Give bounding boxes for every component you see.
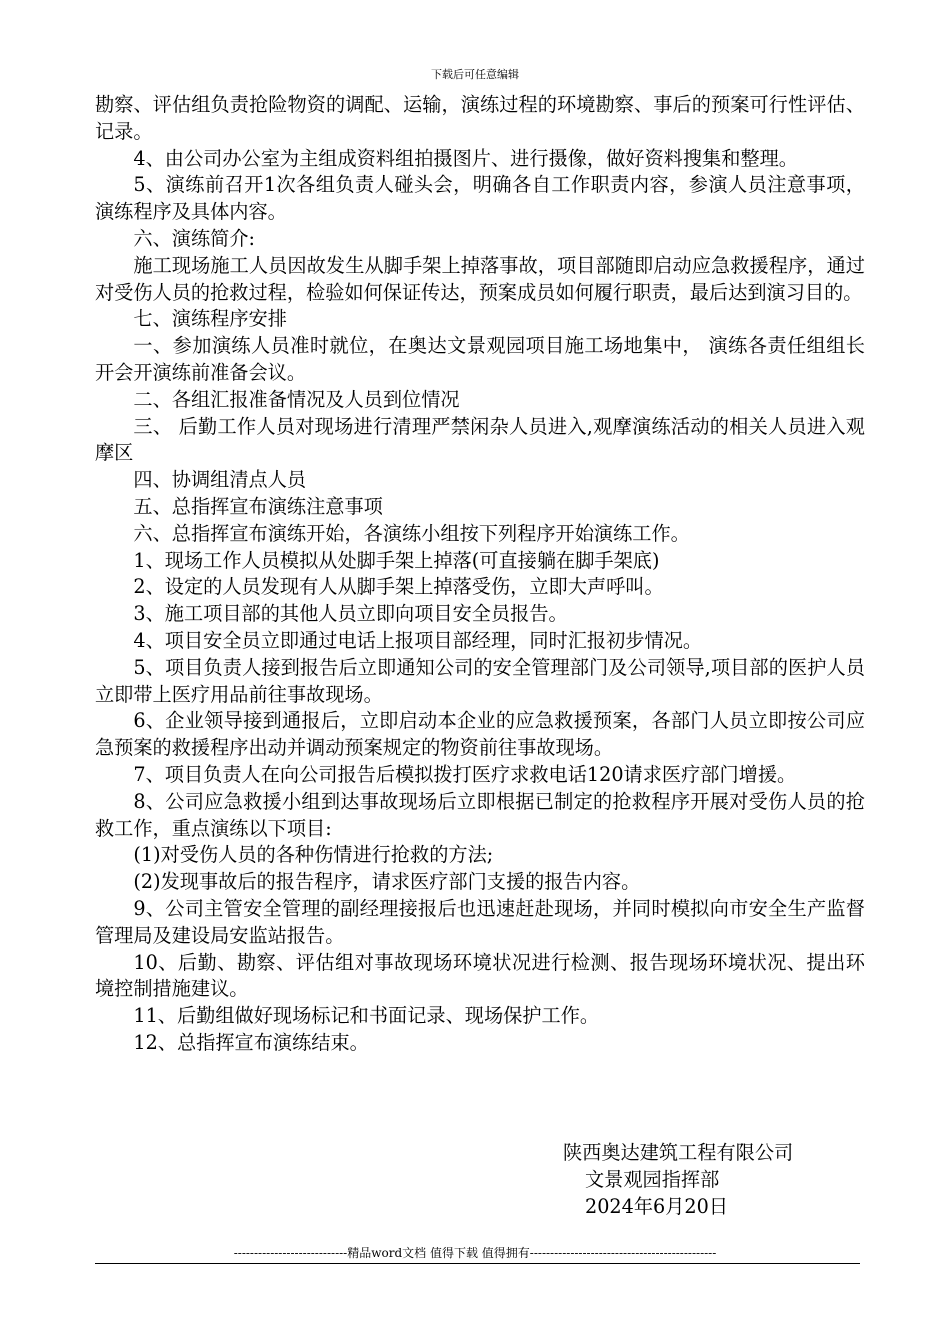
drill-item-5: 5、项目负责人接到报告后立即通知公司的安全管理部门及公司领导,项目部的医护人员立即带上医疗用品前往事故现场。 [95, 655, 865, 706]
section-heading-drill-procedure: 七、演练程序安排 [133, 307, 287, 331]
procedure-step-1: 一、参加演练人员准时就位，在奥达文景观园项目施工场地集中， 演练各责任组组长开会开演练前准备会议。 [95, 334, 865, 384]
drill-item-6: 6、企业领导接到通报后，立即启动本企业的应急救援预案，各部门人员立即按公司应急预案的救援程序出动并调动预案规定的物资前往事故现场。 [95, 709, 865, 760]
paragraph-item-4: 4、由公司办公室为主组成资料组拍摄图片、进行摄像，做好资料搜集和整理。 [133, 146, 798, 170]
procedure-step-2: 二、各组汇报准备情况及人员到位情况 [133, 387, 460, 411]
procedure-step-4: 四、协调组清点人员 [133, 468, 307, 492]
drill-item-8: 8、公司应急救援小组到达事故现场后立即根据已制定的抢救程序开展对受伤人员的抢救工作，重点演练以下项目: [95, 789, 865, 840]
drill-item-10: 10、后勤、勘察、评估组对事故现场环境状况进行检测、报告现场环境状况、提出环境控制措施建议。 [95, 950, 865, 1001]
drill-subitem-2: (2)发现事故后的报告程序，请求医疗部门支援的报告内容。 [133, 870, 641, 894]
drill-subitem-1: (1)对受伤人员的各种伤情进行抢救的方法; [133, 843, 494, 867]
procedure-step-3: 三、 后勤工作人员对现场进行清理严禁闲杂人员进入,观摩演练活动的相关人员进入观摩区 [95, 414, 865, 465]
section-heading-drill-intro: 六、演练简介: [133, 226, 255, 250]
signature-block [563, 1140, 793, 1220]
paragraph-drill-intro: 施工现场施工人员因故发生从脚手架上掉落事故，项目部随即启动应急救援程序，通过对受伤人员的抢救过程，检验如何保证传达，预案成员如何履行职责，最后达到演习目的。 [95, 253, 865, 304]
signature-department: 文景观园指挥部 [585, 1167, 720, 1191]
signature-company: 陕西奥达建筑工程有限公司 [563, 1141, 794, 1164]
drill-item-9: 9、公司主管安全管理的副经理接报后也迅速赶赴现场，并同时模拟向市安全生产监督管理局及建设局安监站报告。 [95, 896, 865, 947]
paragraph-continuation: 勘察、评估组负责抢险物资的调配、运输，演练过程的环境勘察、事后的预案可行性评估、记录。 [95, 93, 865, 143]
drill-item-2: 2、设定的人员发现有人从脚手架上掉落受伤，立即大声呼叫。 [133, 575, 664, 599]
footer-divider [95, 1263, 860, 1264]
drill-item-12: 12、总指挥宣布演练结束。 [133, 1030, 369, 1054]
document-body [95, 92, 865, 1057]
drill-item-4: 4、项目安全员立即通过电话上报项目部经理，同时汇报初步情况。 [133, 628, 703, 652]
procedure-step-6: 六、总指挥宣布演练开始，各演练小组按下列程序开始演练工作。 [133, 521, 690, 545]
signature-date: 2024年6月20日 [585, 1194, 729, 1218]
drill-item-3: 3、施工项目部的其他人员立即向项目安全员报告。 [133, 602, 568, 626]
drill-item-11: 11、后勤组做好现场标记和书面记录、现场保护工作。 [133, 1004, 600, 1028]
drill-item-1: 1、现场工作人员模拟从处脚手架上掉落(可直接躺在脚手架底) [133, 548, 660, 572]
paragraph-item-5: 5、演练前召开1次各组负责人碰头会，明确各自工作职责内容，参演人员注意事项，演练程序及具体内容。 [95, 173, 865, 224]
footer-note: ----------------------------精品word文档 值得下载 值得拥有---------------------------------------------- [233, 1246, 717, 1260]
header-note: 下载后可任意编辑 [431, 68, 519, 81]
drill-item-7: 7、项目负责人在向公司报告后模拟拨打医疗求救电话120请求医疗部门增援。 [133, 762, 797, 786]
procedure-step-5: 五、总指挥宣布演练注意事项 [133, 494, 383, 518]
